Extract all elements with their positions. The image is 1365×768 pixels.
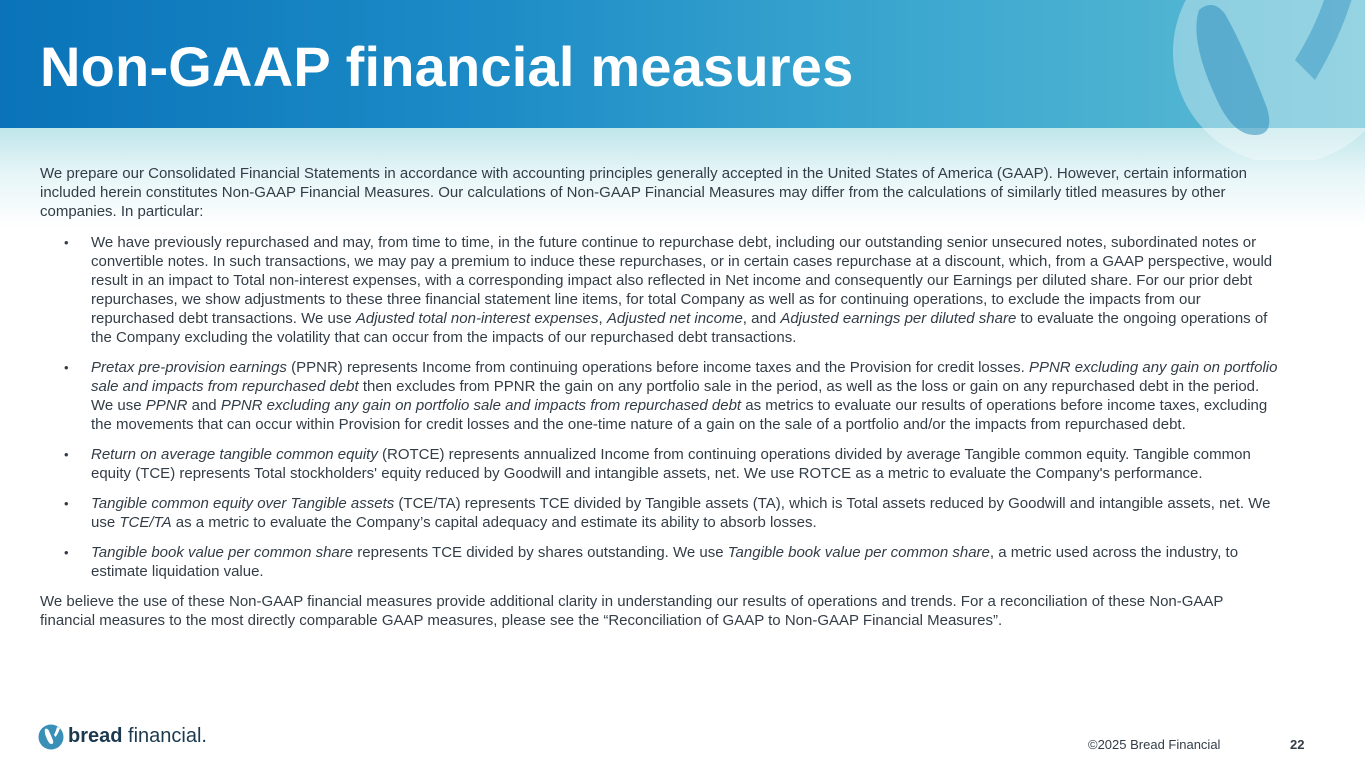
bullet-text: Tangible book value per common share represents TCE divided by shares outstanding. We use Tangible book value per common share, a metric used across the industry, to estimate liquidation value. xyxy=(91,544,1239,580)
emphasis-term: PPNR xyxy=(145,397,188,414)
bullet-icon: • xyxy=(64,235,69,250)
page-number: 22 xyxy=(1290,737,1305,752)
bullet-item xyxy=(40,445,1280,483)
page-title: Non-GAAP financial measures xyxy=(40,35,854,98)
bullet-icon: • xyxy=(64,447,69,462)
bread-logo-watermark-icon xyxy=(1125,0,1365,160)
closing-paragraph: We believe the use of these Non-GAAP financial measures provide additional clarity in understanding our results of operations and trends. For a reconciliation of these Non-GAAP financial measures to the most directly comparable GAAP measures, please see the “Reconciliation of GAAP to Non-GAAP Financial Measures”. xyxy=(40,593,1224,629)
copyright-text: ©2025 Bread Financial xyxy=(1088,737,1221,752)
bullet-icon: • xyxy=(64,360,69,375)
emphasis-term: PPNR excluding any gain on portfolio sale and impacts from repurchased debt xyxy=(91,359,1278,395)
emphasis-term: Tangible book value per common share xyxy=(91,544,354,561)
emphasis-term: TCE/TA xyxy=(119,514,172,531)
emphasis-term: Adjusted total non-interest expenses xyxy=(355,310,599,327)
bullet-text: Return on average tangible common equity (ROTCE) represents annualized Income from continuing operations divided by average Tangible common equity. Tangible common equity (TCE) represents Total stockholders' equity reduced by Goodwill and intangible assets, net. We use ROTCE as a metric to evaluate the Company's performance. xyxy=(91,446,1251,482)
bread-financial-logo xyxy=(38,722,218,752)
brand-wordmark: bread financial. xyxy=(68,725,207,747)
bullet-list xyxy=(40,233,1280,581)
intro-paragraph: We prepare our Consolidated Financial Statements in accordance with accounting principles generally accepted in the United States of America (GAAP). However, certain information included herein constitutes Non-GAAP Financial Measures. Our calculations of Non-GAAP Financial Measures may differ from the calculations of similarly titled measures by other companies. In particular: xyxy=(40,165,1248,220)
bullet-text: Tangible common equity over Tangible assets (TCE/TA) represents TCE divided by Tangible assets (TA), which is Total assets reduced by Goodwill and intangible assets, net. We use TCE/TA as a metric to evaluate the Company’s capital adequacy and estimate its ability to absorb losses. xyxy=(91,495,1271,531)
bullet-text: We have previously repurchased and may, from time to time, in the future continue to repurchase debt, including our outstanding senior unsecured notes, subordinated notes or convertible notes. In such transactions, we may pay a premium to induce these repurchases, or in certain cases repurchase at a discount, which, from a GAAP perspective, would result in an impact to Total non-interest expenses, with a corresponding impact also reflected in Net income and consequently our Earnings per diluted share. For our prior debt repurchases, we show adjustments to these three financial statement line items, for total Company as well as for continuing operations, to exclude the impacts from our repurchased debt transactions. We use Adjusted total non-interest expenses, Adjusted net income, and Adjusted earnings per diluted share to evaluate the ongoing operations of the Company excluding the volatility that can occur from the impacts of our repurchased debt transactions. xyxy=(91,234,1273,346)
emphasis-term: Adjusted earnings per diluted share xyxy=(780,310,1017,327)
emphasis-term: Tangible common equity over Tangible assets xyxy=(91,495,395,512)
bullet-item xyxy=(40,494,1280,532)
body-content xyxy=(40,164,1280,630)
emphasis-term: Tangible book value per common share xyxy=(727,544,990,561)
bullet-item xyxy=(40,543,1280,581)
emphasis-term: Pretax pre-provision earnings xyxy=(91,359,287,376)
emphasis-term: Adjusted net income xyxy=(606,310,743,327)
emphasis-term: PPNR excluding any gain on portfolio sale and impacts from repurchased debt xyxy=(220,397,742,414)
bullet-item xyxy=(40,358,1280,434)
bullet-item xyxy=(40,233,1280,347)
bullet-icon: • xyxy=(64,496,69,511)
bullet-text: Pretax pre-provision earnings (PPNR) represents Income from continuing operations before income taxes and the Provision for credit losses. PPNR excluding any gain on portfolio sale and impacts from repurchased debt then excludes from PPNR the gain on any portfolio sale in the period, as well as the loss or gain on any repurchased debt in the period. We use PPNR and PPNR excluding any gain on portfolio sale and impacts from repurchased debt as metrics to evaluate our results of operations before income taxes, excluding the movements that can occur within Provision for credit losses and the one-time nature of a gain on the sale of a portfolio and/or the impacts from repurchased debt. xyxy=(91,359,1278,433)
emphasis-term: Return on average tangible common equity xyxy=(91,446,378,463)
bread-logo-mark-icon xyxy=(38,724,64,750)
bullet-icon: • xyxy=(64,545,69,560)
